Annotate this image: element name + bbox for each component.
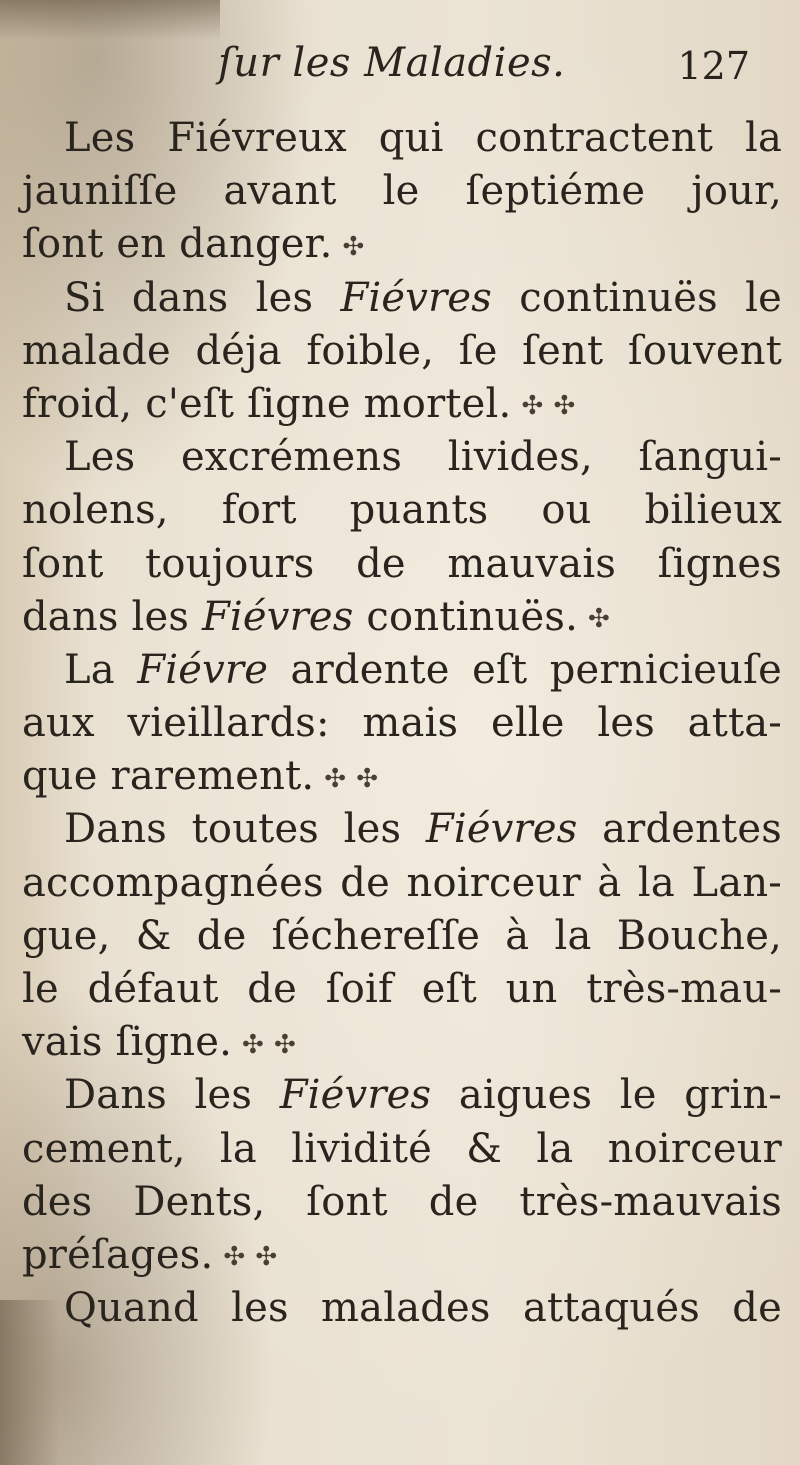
- fleuron-ornament-icon: ✣: [342, 231, 365, 262]
- text-line: [22, 538, 782, 591]
- line-text: ſont toujours de mauvais ſignes: [22, 540, 782, 587]
- text-line: [22, 591, 782, 644]
- line-text: vais ſigne.: [22, 1019, 233, 1066]
- line-text: ſont en danger.: [22, 221, 333, 268]
- fleuron-ornament-icon: ✣: [324, 763, 347, 794]
- line-text: Les excrémens livides, ſangui-: [64, 434, 782, 481]
- page-header: [0, 40, 800, 100]
- fleuron-ornament-icon: ✣: [587, 604, 610, 635]
- line-text: froid, c'eſt ſigne mortel.: [22, 380, 512, 427]
- text-line: [22, 1123, 782, 1176]
- text-line: [22, 1282, 782, 1335]
- line-text: préſages.: [22, 1231, 214, 1278]
- text-line: [22, 1229, 782, 1282]
- running-head: ſur les Maladies.: [218, 40, 566, 86]
- line-text: cement, la lividité & la noirceur: [22, 1125, 782, 1172]
- line-text: Les Fiévreux qui contractent la: [64, 115, 782, 161]
- text-line: [22, 1176, 782, 1229]
- line-text: Dans les Fiévres aigues le grin-: [64, 1072, 782, 1119]
- text-line: [22, 378, 782, 431]
- page-number: 127: [677, 44, 750, 88]
- line-text: dans les Fiévres continuës.: [22, 593, 578, 640]
- line-text: que rarement.: [22, 753, 315, 800]
- text-line: [22, 697, 782, 750]
- fleuron-ornament-icon: ✣: [553, 391, 576, 422]
- body-text: [22, 112, 782, 1335]
- text-line: [22, 272, 782, 325]
- line-text: Dans toutes les Fiévres ardentes: [64, 806, 782, 853]
- fleuron-ornament-icon: ✣: [223, 1242, 246, 1273]
- fleuron-ornament-icon: ✣: [274, 1029, 297, 1060]
- text-line: [22, 910, 782, 963]
- line-text: Quand les malades attaqués de: [64, 1285, 782, 1332]
- text-line: [22, 325, 782, 378]
- text-line: [22, 484, 782, 537]
- line-text: accompagnées de noirceur à la Lan-: [22, 859, 782, 906]
- line-text: nolens, fort puants ou bilieux: [22, 487, 782, 534]
- fleuron-ornament-icon: ✣: [242, 1029, 265, 1060]
- page-edge-shadow-top: [0, 0, 220, 40]
- line-text: aux vieillards: mais elle les atta-: [22, 700, 782, 747]
- line-text: Si dans les Fiévres continuës le: [64, 274, 782, 321]
- text-line: [22, 803, 782, 856]
- text-line: [22, 857, 782, 910]
- text-line: [22, 963, 782, 1016]
- text-line: [22, 165, 782, 218]
- text-line: [22, 1069, 782, 1122]
- fleuron-ornament-icon: ✣: [356, 763, 379, 794]
- fleuron-ornament-icon: ✣: [255, 1242, 278, 1273]
- text-line: [22, 218, 782, 271]
- line-text: La Fiévre ardente eſt pernicieuſe: [64, 646, 782, 693]
- line-text: jauniſſe avant le ſeptiéme jour,: [22, 168, 782, 215]
- line-text: des Dents, ſont de très-mauvais: [22, 1178, 782, 1225]
- text-line: [22, 750, 782, 803]
- text-line: [22, 1016, 782, 1069]
- text-line: [22, 431, 782, 484]
- fleuron-ornament-icon: ✣: [521, 391, 544, 422]
- line-text: malade déja foible, ſe ſent ſouvent: [22, 327, 782, 374]
- line-text: le défaut de ſoif eſt un très-mau-: [22, 966, 782, 1012]
- text-line: [22, 112, 782, 165]
- line-text: gue, & de ſéchereſſe à la Bouche,: [22, 912, 782, 959]
- text-line: [22, 644, 782, 697]
